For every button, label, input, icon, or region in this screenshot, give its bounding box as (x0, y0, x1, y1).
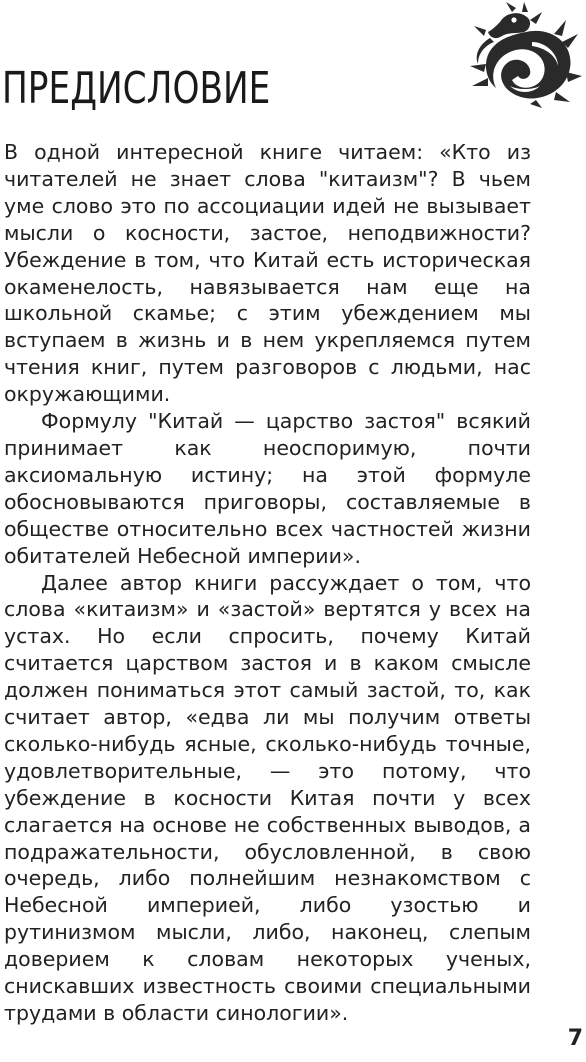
paragraph-3: Далее автор книги рассуждает о том, что слова «китаизм» и «застой» вертятся у всех на устах. Но если спросить, почему Китай считается царством застоя и в каком смысле должен пониматься этот самый застой, то, как считает автор, «едва ли мы получим ответы сколько-нибудь ясные, сколько-нибудь точные, удовлетворительные, — это потому, что убеждение в косности Китая почти у всех слагается на основе не собственных выводов, а подражательности, обусловленной, в свою очередь, либо полнейшим незнакомством с Небесной империей, либо узостью и рутинизмом мысли, либо, наконец, слепым доверием к словам некоторых ученых, снискавших известность своими специальными трудами в области синологии». (4, 570, 531, 1025)
paragraph-1: В одной интересной книге читаем: «Кто из читателей не знает слова "китаизм"? В чьем уме слово это по ассоциации идей не вызывает мысли о косности, застое, неподвижности? Убеждение в том, что Китай есть историческая окаменелость, навязывается нам еще на школьной скамье; с этим убеждением мы вступаем в жизнь и в нем укрепляемся путем чтения книг, путем разговоров с людьми, нас окружающими. (4, 140, 531, 407)
paragraph-2: Формулу "Китай — царство застоя" всякий принимает как неоспоримую, почти аксиомальную истину; на этой формуле обосновываются приговоры, составляемые в обществе относительно всех частностей жизни обитателей Небесной империи». (4, 409, 531, 568)
page-number: 7 (567, 1026, 583, 1051)
dragon-ornament-icon (466, 2, 584, 108)
chapter-title: ПРЕДИСЛОВИЕ (2, 63, 271, 114)
chapter-text (4, 139, 531, 1027)
